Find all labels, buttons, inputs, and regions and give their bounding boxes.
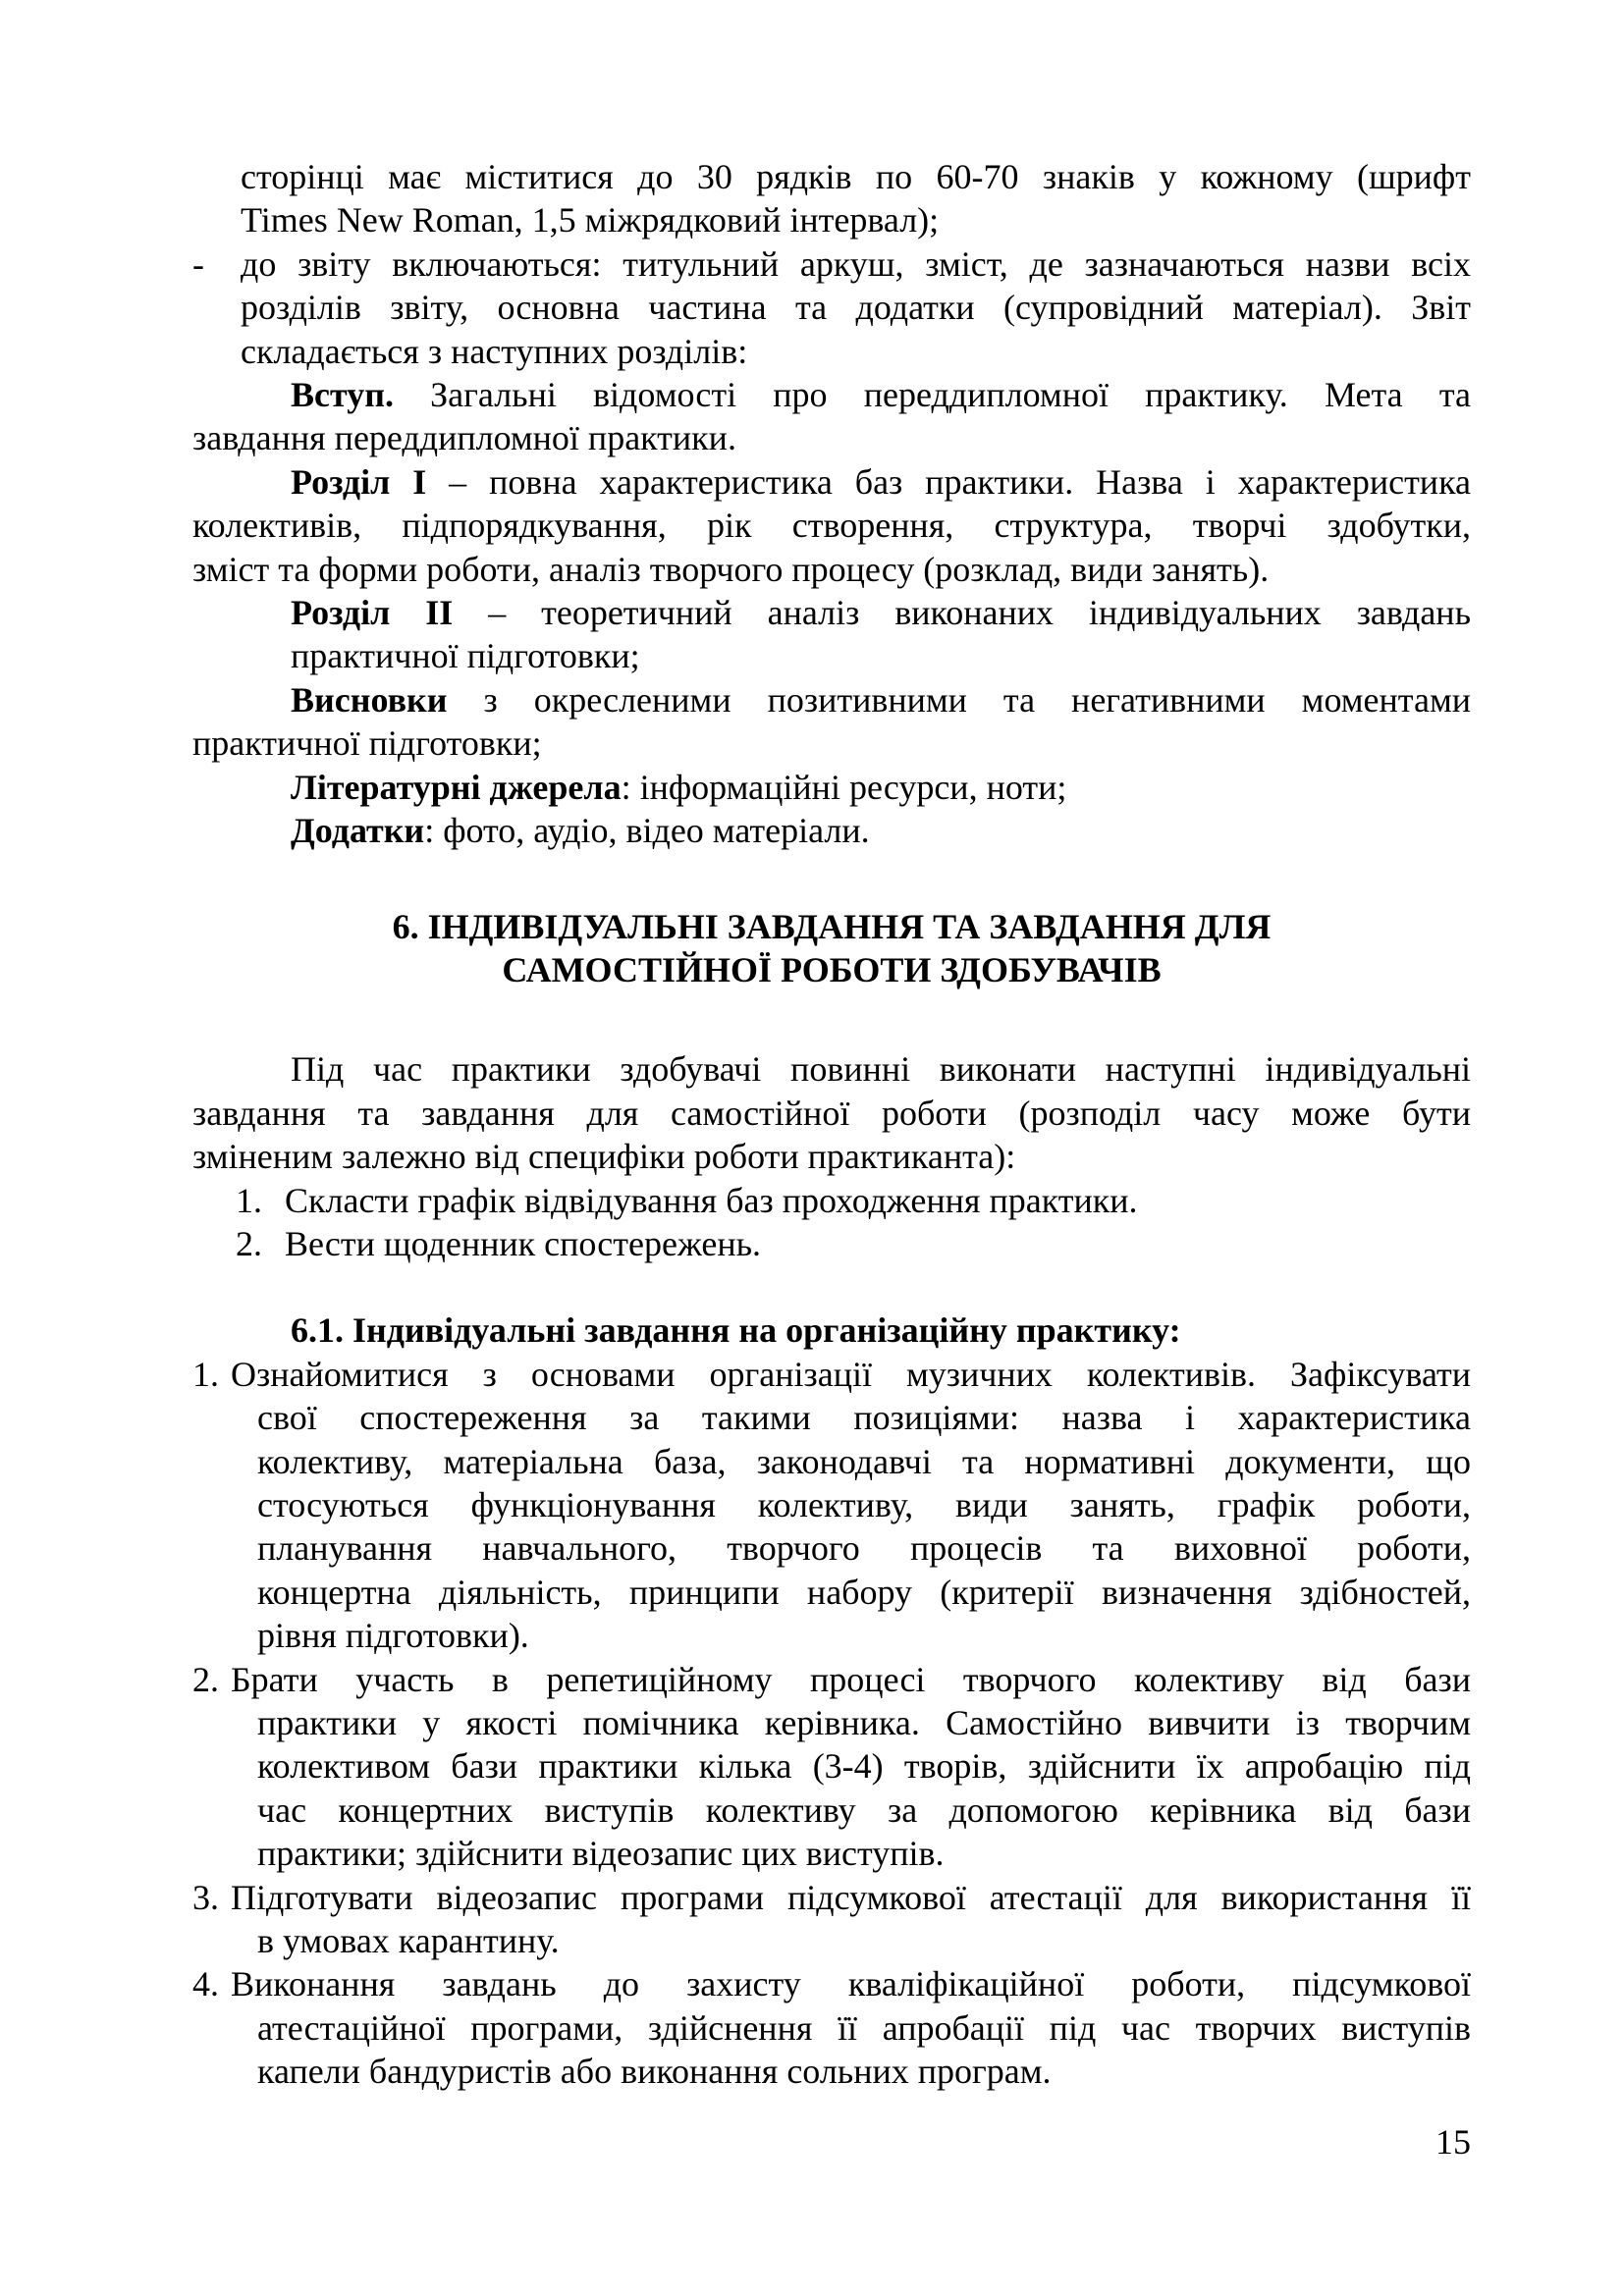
- text-segment: Брати участь в репетиційному процесі творчого колективу від бази: [231, 1659, 1471, 1699]
- text-line: [192, 1047, 1471, 1091]
- list-marker: 1.: [236, 1180, 262, 1220]
- text-line: [192, 460, 1471, 504]
- p-dodatky: [192, 809, 1471, 852]
- text-line: [192, 2050, 1471, 2093]
- text-line: [192, 1222, 1471, 1265]
- text-line: [192, 1789, 1471, 1832]
- text-line: [192, 1483, 1471, 1526]
- text-line: [192, 504, 1471, 547]
- text-segment: в умовах карантину.: [257, 1921, 560, 1961]
- list-marker: 4.: [192, 1964, 219, 2004]
- bold-text-segment: Літературні джерела: [291, 767, 622, 807]
- bold-text-segment: 6.1. Індивідуальні завдання на організаційну практику:: [291, 1310, 1181, 1351]
- text-line: [192, 1571, 1471, 1614]
- text-line: [192, 155, 1471, 198]
- text-segment: капели бандуристів або виконання сольних програм.: [257, 2052, 1052, 2092]
- text-segment: завдання та завдання для самостійної роботи (розподіл часу може бути: [192, 1093, 1471, 1133]
- bold-text-segment: Висновки: [291, 679, 448, 720]
- list-marker: 2.: [236, 1223, 262, 1263]
- h-section-6-1: [192, 1308, 1471, 1352]
- text-segment: Підготувати відеозапис програми підсумкової атестації для використання її: [231, 1877, 1471, 1917]
- text-line: [192, 678, 1471, 721]
- li-task-1: [192, 1353, 1471, 1658]
- text-line: [192, 1744, 1471, 1788]
- list-marker: 2.: [192, 1659, 219, 1699]
- text-line: [192, 1135, 1471, 1178]
- p-section6-intro: [192, 1047, 1471, 1178]
- text-line: [192, 2006, 1471, 2050]
- p-literaturni-dzherela: [192, 766, 1471, 809]
- text-line: [192, 1876, 1471, 1919]
- text-line: [192, 330, 1471, 373]
- bold-text-segment: Розділ ІІ: [291, 593, 454, 633]
- text-line: [192, 1440, 1471, 1483]
- text-segment: : фото, аудіо, відео матеріали.: [424, 811, 870, 851]
- text-segment: зміненим залежно від специфіки роботи практиканта):: [192, 1137, 1016, 1177]
- text-line: [192, 1526, 1471, 1570]
- text-segment: колективом бази практики кілька (3-4) творів, здійснити їх апробацію під: [257, 1746, 1471, 1787]
- li-diary: [192, 1222, 1471, 1265]
- bold-text-segment: 6. ІНДИВІДУАЛЬНІ ЗАВДАННЯ ТА ЗАВДАННЯ ДЛЯ: [392, 906, 1272, 946]
- text-line: [192, 373, 1471, 416]
- p-report-structure: [192, 242, 1471, 373]
- li-schedule: [192, 1179, 1471, 1222]
- list-marker: -: [192, 243, 204, 284]
- text-line: [192, 1092, 1471, 1135]
- list-marker: 1.: [192, 1354, 219, 1394]
- text-segment: стосуються функціонування колективу, види занять, графік роботи,: [257, 1484, 1471, 1524]
- text-line: [192, 1919, 1471, 1962]
- text-segment: рівня підготовки).: [257, 1616, 529, 1656]
- text-line: [192, 809, 1471, 852]
- bold-text-segment: Додатки: [291, 811, 425, 851]
- text-segment: – повна характеристика баз практики. Назва і характеристика: [426, 461, 1471, 502]
- text-segment: з окресленими позитивними та негативними моментами: [447, 679, 1471, 720]
- li-task-2: [192, 1658, 1471, 1876]
- text-line: [192, 1308, 1471, 1352]
- p-rozdil-2: [192, 591, 1471, 678]
- text-segment: розділів звіту, основна частина та додатки (супровідний матеріал). Звіт: [241, 288, 1471, 328]
- text-line: [192, 1962, 1471, 2005]
- text-segment: свої спостереження за такими позиціями: назва і характеристика: [257, 1398, 1471, 1438]
- text-segment: Times New Roman, 1,5 міжрядковий інтервал);: [241, 200, 940, 240]
- h-section-6: [192, 905, 1471, 992]
- text-block: [192, 155, 1471, 2163]
- text-line: [192, 1658, 1471, 1701]
- text-line: [192, 1614, 1471, 1657]
- text-segment: практики у якості помічника керівника. Самостійно вивчити із творчим: [257, 1703, 1471, 1742]
- text-line: [192, 1396, 1471, 1439]
- text-line: [192, 286, 1471, 329]
- text-line: [192, 905, 1471, 948]
- text-line: [192, 591, 1471, 634]
- text-line: [192, 416, 1471, 459]
- text-segment: Скласти графік відвідування баз проходження практики.: [285, 1180, 1138, 1220]
- text-line: [192, 1353, 1471, 1396]
- page-number: 15: [1435, 2121, 1471, 2162]
- li-task-3: [192, 1876, 1471, 1963]
- bold-text-segment: Вступ.: [291, 375, 394, 415]
- text-line: [192, 198, 1471, 241]
- text-line: [192, 1179, 1471, 1222]
- text-line: [192, 721, 1471, 765]
- text-line: [192, 948, 1471, 991]
- p-page-format-continuation: [192, 155, 1471, 242]
- text-segment: Під час практики здобувачі повинні виконати наступні індивідуальні: [291, 1049, 1471, 1090]
- text-segment: зміст та форми роботи, аналіз творчого процесу (розклад, види занять).: [192, 549, 1270, 589]
- text-line: [192, 766, 1471, 809]
- text-segment: завдання переддипломної практики.: [192, 418, 736, 458]
- text-line: [192, 242, 1471, 286]
- text-segment: час концертних виступів колективу за допомогою керівника від бази: [257, 1789, 1471, 1830]
- text-segment: Ознайомитися з основами організації музичних колективів. Зафіксувати: [231, 1354, 1471, 1394]
- text-line: [192, 1832, 1471, 1875]
- bold-text-segment: Розділ І: [291, 461, 427, 502]
- text-line: [192, 1701, 1471, 1744]
- text-segment: планування навчального, творчого процесів та виховної роботи,: [257, 1528, 1471, 1569]
- text-segment: колективу, матеріальна база, законодавчі та нормативні документи, що: [257, 1441, 1471, 1481]
- p-vysnovky: [192, 678, 1471, 766]
- text-segment: Виконання завдань до захисту кваліфікаційної роботи, підсумкової: [231, 1964, 1471, 2004]
- bold-text-segment: САМОСТІЙНОЇ РОБОТИ ЗДОБУВАЧІВ: [502, 949, 1162, 989]
- text-segment: сторінці має міститися до 30 рядків по 60-70 знаків у кожному (шрифт: [241, 157, 1471, 196]
- text-segment: атестаційної програми, здійснення її апробації під час творчих виступів: [257, 2007, 1471, 2048]
- text-line: [192, 634, 1471, 677]
- text-segment: практичної підготовки;: [291, 636, 640, 676]
- p-vstup: [192, 373, 1471, 460]
- p-rozdil-1: [192, 460, 1471, 591]
- text-segment: складається з наступних розділів:: [241, 331, 748, 371]
- text-segment: колективів, підпорядкування, рік створення, структура, творчі здобутки,: [192, 506, 1471, 546]
- text-segment: практики; здійснити відеозапис цих виступів.: [257, 1834, 945, 1874]
- text-segment: Вести щоденник спостережень.: [285, 1223, 761, 1263]
- text-segment: – теоретичний аналіз виконаних індивідуальних завдань: [453, 593, 1471, 633]
- text-segment: до звіту включаються: титульний аркуш, зміст, де зазначаються назви всіх: [241, 243, 1471, 284]
- li-task-4: [192, 1962, 1471, 2093]
- list-marker: 3.: [192, 1877, 219, 1917]
- text-segment: : інформаційні ресурси, ноти;: [621, 767, 1067, 807]
- text-segment: Загальні відомості про переддипломної практику. Мета та: [393, 375, 1471, 415]
- text-segment: концертна діяльність, принципи набору (критерії визначення здібностей,: [257, 1572, 1471, 1612]
- text-segment: практичної підготовки;: [192, 723, 542, 764]
- text-line: [192, 548, 1471, 591]
